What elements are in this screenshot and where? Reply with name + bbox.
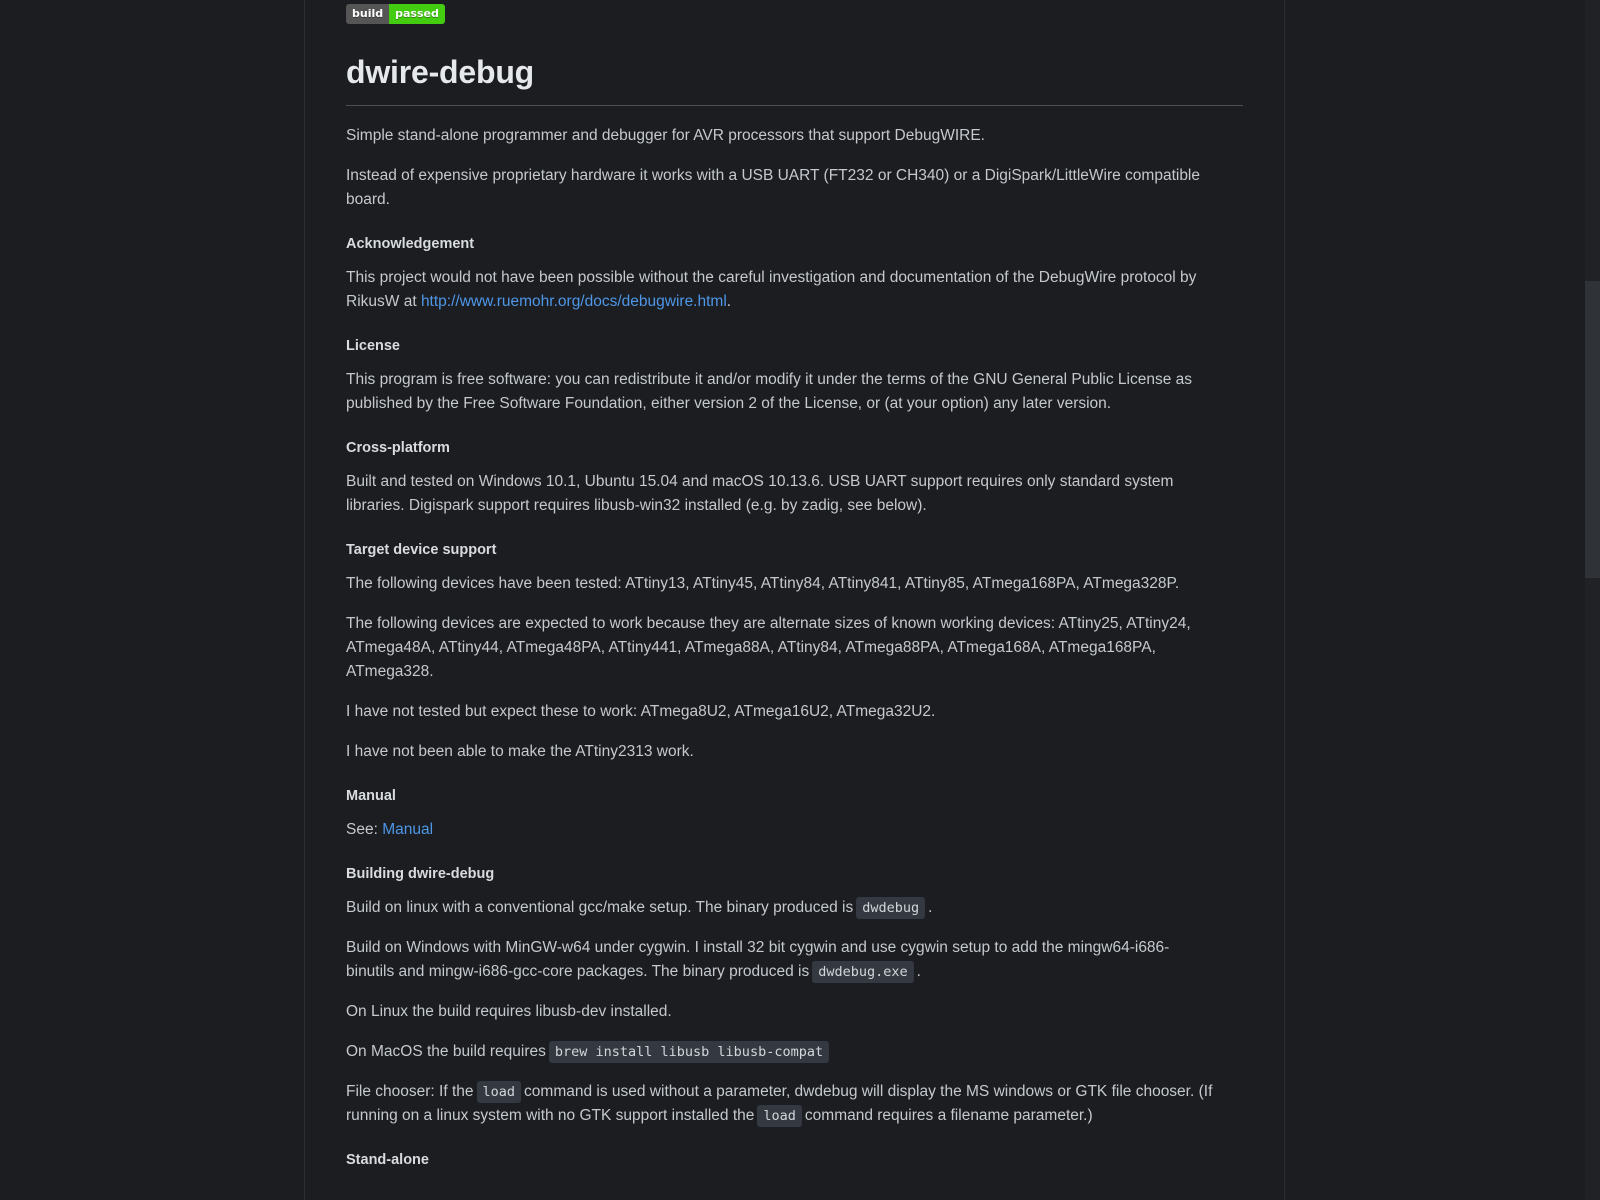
expected-devices-paragraph: The following devices are expected to work because they are alternate sizes of known working devices: ATtiny25, ATtiny24, ATmega48A, ATtiny44, ATmega48PA, ATtiny441, ATmega88A, ATtiny84, ATmega88PA, ATmega168A, ATmega168PA, ATmega328. (346, 615, 1191, 680)
linux-build-text-before: Build on linux with a conventional gcc/make setup. The binary produced is (346, 899, 854, 916)
manual-prefix-text: See: (346, 821, 383, 838)
linux-libusb-paragraph: On Linux the build requires libusb-dev installed. (346, 1003, 672, 1020)
heading-license: License (346, 338, 400, 354)
intro-paragraph-1: Simple stand-alone programmer and debugger for AVR processors that support DebugWIRE. (346, 127, 985, 144)
code-dwdebug: dwdebug (856, 897, 925, 919)
heading-stand-alone: Stand-alone (346, 1152, 429, 1168)
acknowledgement-paragraph (346, 266, 1216, 314)
badge-status-passed: passed (389, 4, 445, 24)
badge-label-build: build (346, 4, 389, 24)
page-title: dwire-debug (346, 54, 535, 90)
macos-build-text-before: On MacOS the build requires (346, 1043, 546, 1060)
untested-devices-paragraph: I have not tested but expect these to work: ATmega8U2, ATmega16U2, ATmega32U2. (346, 703, 936, 720)
linux-build-paragraph (346, 896, 1216, 920)
heading-cross-platform: Cross-platform (346, 440, 450, 456)
build-status-badge[interactable] (346, 4, 445, 24)
tested-devices-paragraph: The following devices have been tested: ATtiny13, ATtiny45, ATtiny84, ATtiny841, ATtiny85, ATmega168PA, ATmega328P. (346, 575, 1180, 592)
file-chooser-text-mid: command is used without a parameter, dwdebug will display the MS windows or GTK file chooser. (If running on a linux system with no GTK support installed the (346, 1083, 1213, 1124)
not-working-devices-paragraph: I have not been able to make the ATtiny2313 work. (346, 743, 694, 760)
windows-build-text-after: . (916, 963, 921, 980)
title-divider (346, 105, 1243, 106)
macos-build-paragraph (346, 1040, 1216, 1064)
debugwire-doc-link[interactable]: http://www.ruemohr.org/docs/debugwire.html (420, 293, 727, 310)
code-load-2: load (757, 1105, 802, 1127)
code-dwdebug-exe: dwdebug.exe (812, 961, 913, 983)
intro-paragraph-2: Instead of expensive proprietary hardware it works with a USB UART (FT232 or CH340) or a DigiSpark/LittleWire compatible board. (346, 167, 1200, 208)
file-chooser-text-after: command requires a filename parameter.) (804, 1107, 1093, 1124)
code-load-1: load (477, 1081, 522, 1103)
file-chooser-paragraph (346, 1080, 1216, 1128)
manual-link[interactable]: Manual (382, 821, 434, 838)
heading-building-dwire-debug: Building dwire-debug (346, 866, 495, 882)
cross-platform-paragraph: Built and tested on Windows 10.1, Ubuntu 15.04 and macOS 10.13.6. USB UART support requires only standard system libraries. Digispark support requires libusb-win32 installed (e.g. by zadig, see below). (346, 473, 1174, 514)
linux-build-text-after: . (928, 899, 933, 916)
windows-build-paragraph (346, 936, 1216, 984)
heading-target-device-support: Target device support (346, 542, 497, 558)
windows-build-text-before: Build on Windows with MinGW-w64 under cygwin. I install 32 bit cygwin and use cygwin setup to add the mingw64-i686-binutils and mingw-i686-gcc-core packages. The binary produced is (346, 939, 1170, 980)
vertical-scrollbar-track[interactable] (1585, 0, 1600, 1200)
vertical-scrollbar-thumb[interactable] (1585, 281, 1600, 578)
acknowledgement-text-before: This project would not have been possible without the careful investigation and documentation of the DebugWire protocol by RikusW at (346, 269, 1197, 310)
heading-manual: Manual (346, 788, 396, 804)
heading-acknowledgement: Acknowledgement (346, 236, 475, 252)
readme-content-container (304, 0, 1285, 1200)
license-paragraph: This program is free software: you can redistribute it and/or modify it under the terms of the GNU General Public License as published by the Free Software Foundation, either version 2 of the License, or (at your option) any later version. (346, 371, 1192, 412)
acknowledgement-text-after: . (726, 293, 732, 310)
manual-paragraph (346, 818, 1216, 842)
file-chooser-text-before: File chooser: If the (346, 1083, 474, 1100)
code-brew-install: brew install libusb libusb-compat (549, 1041, 829, 1063)
